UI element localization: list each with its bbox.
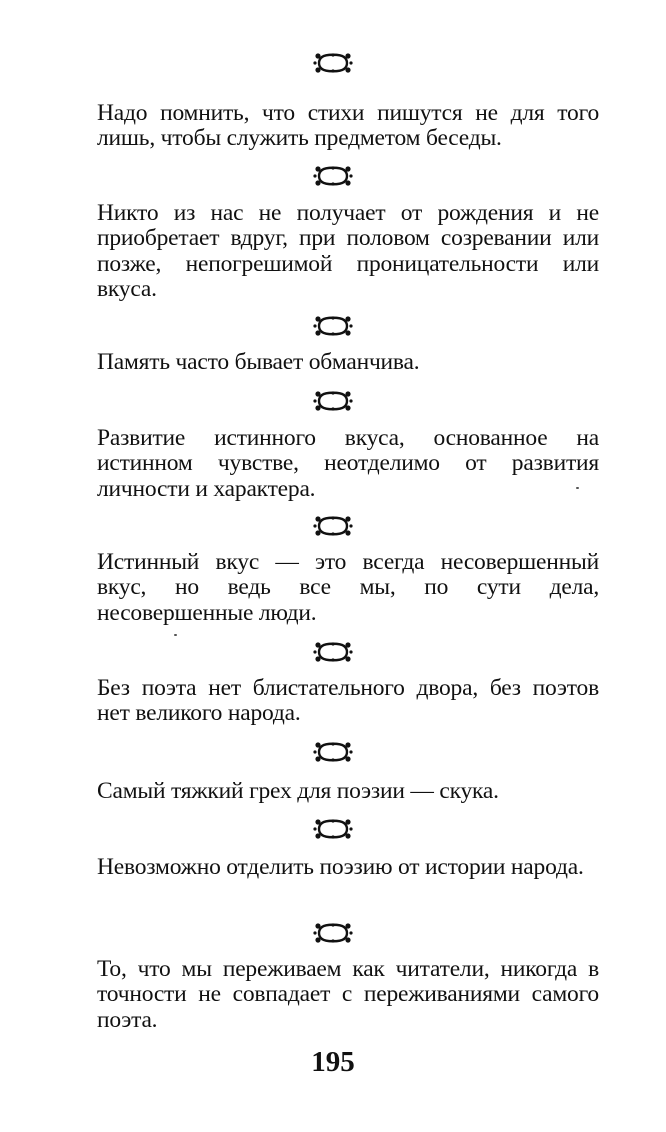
aphorism-paragraph: Память часто бывает обманчива. [97,349,420,375]
print-speck [174,634,177,636]
floral-dingbat-icon [313,515,353,537]
aphorism-paragraph: Невозможно отделить поэзию от истории народа. [97,854,584,880]
page-number: 195 [311,1046,355,1078]
floral-dingbat-icon [313,390,353,412]
floral-dingbat-icon [313,818,353,840]
floral-dingbat-icon [313,315,353,337]
floral-dingbat-icon [313,641,353,663]
floral-dingbat-icon [313,52,353,74]
aphorism-paragraph: То, что мы переживаем как читатели, никогда в точности не совпадает с переживаниями самого поэта. [97,956,599,1033]
floral-dingbat-icon [313,741,353,763]
print-speck [576,487,579,489]
floral-dingbat-icon [313,165,353,187]
aphorism-paragraph: Без поэта нет блистательного двора, без поэтов нет великого народа. [97,675,599,727]
aphorism-paragraph: Истинный вкус — это всегда несовершенный вкус, но ведь все мы, по сути дела, несовершенные люди. [97,549,599,626]
floral-dingbat-icon [313,922,353,944]
aphorism-paragraph: Никто из нас не получает от рождения и не приобретает вдруг, при половом созревании или позже, непогрешимой проницательности или вкуса. [97,200,599,302]
aphorism-paragraph: Самый тяжкий грех для поэзии — скука. [97,778,499,804]
aphorism-paragraph: Надо помнить, что стихи пишутся не для того лишь, чтобы служить предметом беседы. [97,100,599,152]
aphorism-paragraph: Развитие истинного вкуса, основанное на истинном чувстве, неотделимо от развития личности и характера. [97,425,599,502]
